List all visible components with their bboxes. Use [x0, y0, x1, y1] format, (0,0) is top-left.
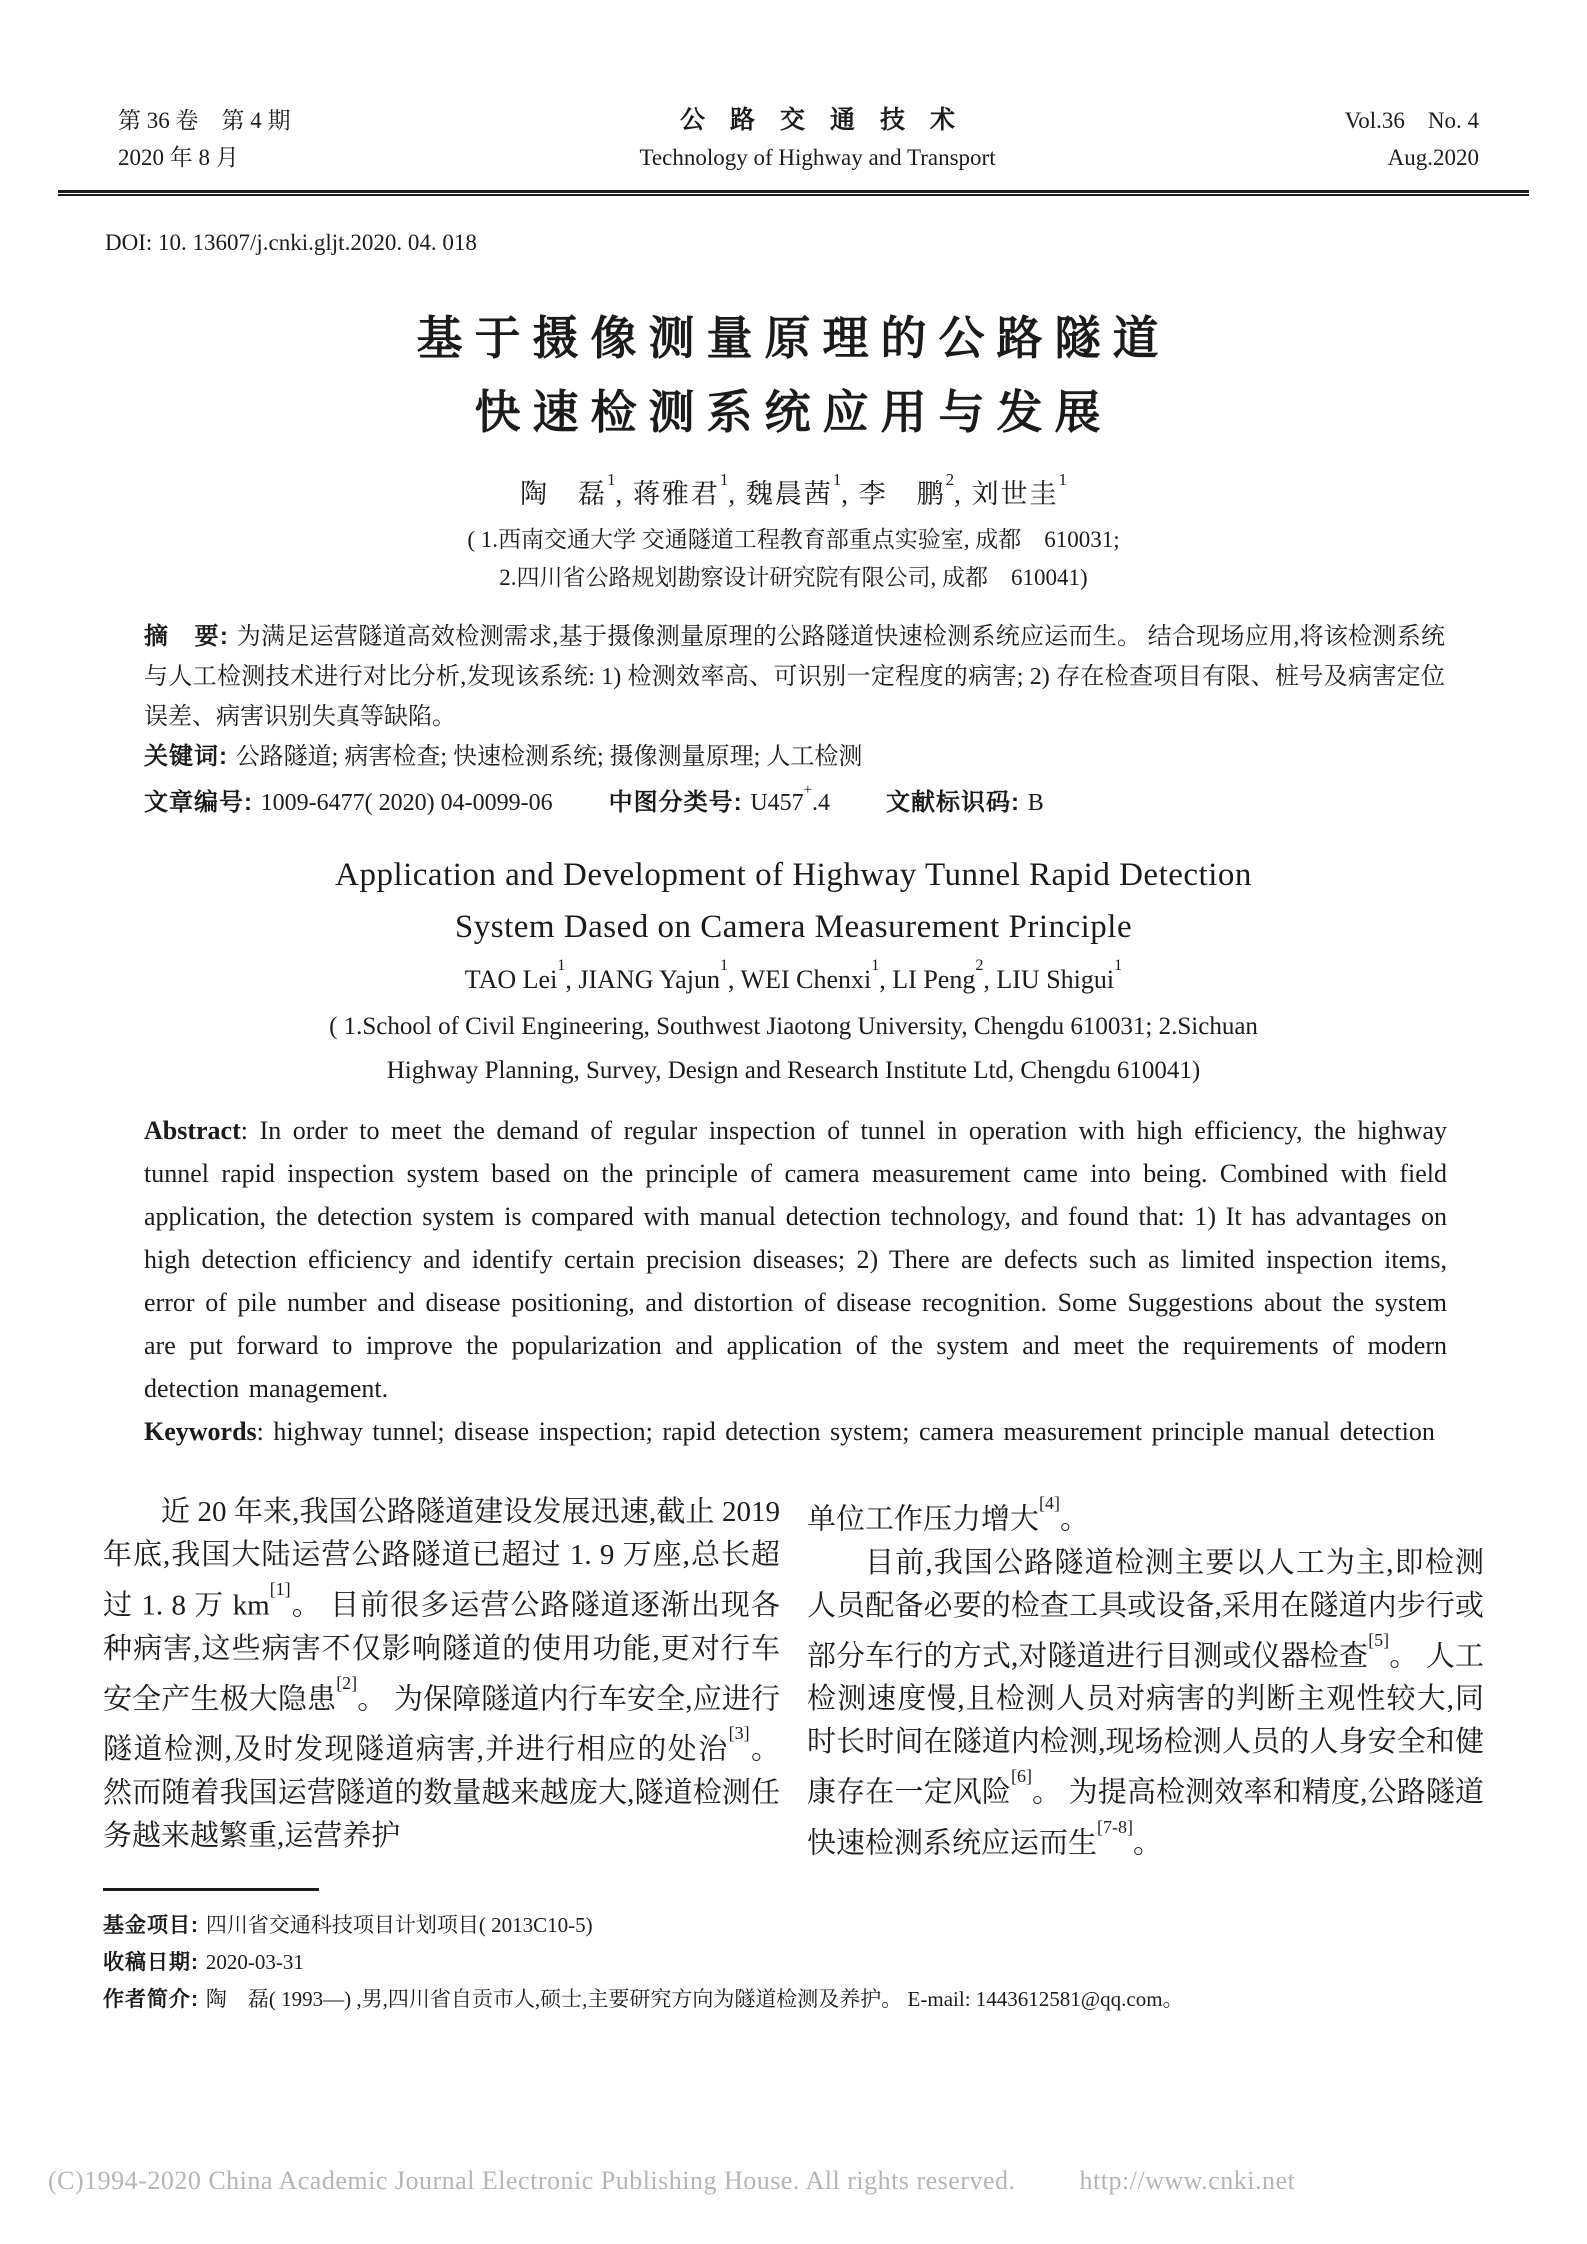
article-id-label: 文章编号:	[144, 789, 261, 816]
journal-name-en: Technology of Highway and Transport	[639, 145, 996, 170]
author-cn: 刘世圭$^1$	[971, 469, 1067, 509]
article-id-value: 1009-6477( 2020) 04-0099-06	[260, 790, 553, 816]
received-label: 收稿日期:	[103, 1951, 206, 1974]
bio-label: 作者简介:	[103, 1988, 206, 2011]
fund-text: 四川省交通科技项目计划项目( 2013C10-5)	[205, 1913, 593, 1937]
masthead-left	[118, 102, 291, 176]
authors-cn	[0, 469, 1587, 511]
citation-ref: [6]	[1011, 1766, 1032, 1787]
body-column-right	[807, 1491, 1484, 1866]
affiliation-en	[0, 1005, 1587, 1093]
abstract-label-en: Abstract	[144, 1116, 241, 1145]
body-column-left	[103, 1491, 780, 1866]
doi-line: DOI: 10. 13607/j.cnki.gljt.2020. 04. 018	[105, 230, 477, 255]
body-paragraph: 近 20 年来,我国公路隧道建设发展迅速,截止 2019 年底,我国大陆运营公路隧道已超过 1. 9 万座,总长超过 1. 8 万 km[1]。 目前很多运营公路隧道逐渐出现各种病害,这些病害不仅影响隧道的使用功能,更对行车安全产生极大隐患[2]。 为保障隧道内行车安全,应进行隧道检测,及时发现隧道病害,并进行相应的处治[3]。 然而随着我国运营隧道的数量越来越庞大,隧道检测任务越来越繁重,运营养护	[103, 1496, 780, 1852]
body-paragraph: 单位工作压力增大[4]。	[807, 1493, 1089, 1536]
affiliation-en-line2: Highway Planning, Survey, Design and Research Institute Ltd, Chengdu 610041)	[386, 1057, 1201, 1084]
keywords-text-cn: 公路隧道; 病害检查; 快速检测系统; 摄像测量原理; 人工检测	[235, 744, 863, 770]
title-cn-line2: 快速检测系统应用与发展	[474, 387, 1113, 438]
title-cn-line1: 基于摄像测量原理的公路隧道	[416, 313, 1171, 364]
abstract-en	[144, 1109, 1447, 1410]
author-affil-sup: 2	[945, 469, 955, 489]
abstract-label-cn: 摘 要:	[144, 623, 237, 650]
affiliation-cn	[0, 521, 1587, 597]
citation-ref: [1]	[269, 1579, 291, 1600]
abstract-section-cn	[144, 617, 1445, 823]
clc-value: U457	[750, 790, 804, 816]
author-affil-sup: 1	[719, 957, 728, 975]
footnote-divider	[103, 1888, 319, 1891]
body-columns	[103, 1491, 1484, 1866]
author-cn: 李 鹏$^2$,	[858, 469, 972, 509]
footnote-block	[103, 1888, 1433, 2018]
keywords-label-en: Keywords	[144, 1417, 257, 1446]
author-affil-sup: 1	[1114, 957, 1123, 975]
clc-sup: +	[803, 781, 813, 798]
affiliation-cn-line1: ( 1.西南交通大学 交通隧道工程教育部重点实验室, 成都 610031;	[467, 527, 1120, 552]
author-bio-line	[103, 1981, 1433, 2018]
publish-date-en: Aug.2020	[1387, 145, 1479, 170]
journal-masthead	[118, 102, 1479, 176]
article-meta	[144, 777, 1445, 823]
doc-code-label: 文献标识码:	[886, 789, 1028, 816]
clc-label: 中图分类号:	[608, 789, 751, 816]
doc-code-value: B	[1027, 790, 1044, 816]
abstract-text-en: : In order to meet the demand of regular inspection of tunnel in operation with high efficiency, the highway tunnel rapid inspection system based on the principle of camera measurement came into being. Combined with field application, the detection system is compared with manual detection technology, and found that: 1) It has advantages on high detection efficiency and identify certain precision diseases; 2) There are defects such as limited inspection items, error of pile number and disease positioning, and distortion of disease recognition. Some Suggestions about the system are put forward to improve the popularization and application of the system and meet the requirements of modern detection management.	[144, 1116, 1447, 1403]
author-affil-sup: 1	[607, 469, 616, 489]
publish-date-cn: 2020 年 8 月	[118, 145, 239, 170]
title-en-line2: System Dased on Camera Measurement Principle	[454, 909, 1133, 945]
author-cn: 陶 磊$^1$,	[520, 469, 633, 509]
author-affil-sup: 1	[832, 469, 842, 489]
article-title-cn	[0, 302, 1587, 450]
affiliation-en-line1: ( 1.School of Civil Engineering, Southwest Jiaotong University, Chengdu 610031; 2.Sichuan	[329, 1013, 1258, 1040]
author-en: JIANG Yajun$^1$,	[578, 957, 741, 994]
citation-ref: [3]	[728, 1723, 750, 1744]
citation-ref: [5]	[1368, 1629, 1390, 1650]
author-en: LI Peng$^2$,	[892, 957, 997, 994]
keywords-cn	[144, 737, 1445, 777]
author-en: LIU Shigui$^1$	[996, 957, 1123, 994]
citation-ref: [2]	[336, 1672, 358, 1693]
author-affil-sup: 1	[719, 469, 729, 489]
masthead-right	[1345, 102, 1479, 176]
received-date-line	[103, 1944, 1433, 1981]
fund-project-line	[103, 1907, 1433, 1944]
fund-label: 基金项目:	[103, 1914, 206, 1937]
author-affil-sup: 1	[1058, 469, 1067, 489]
body-paragraph: 目前,我国公路隧道检测主要以人工为主,即检测人员配备必要的检查工具或设备,采用在隧道内步行或部分车行的方式,对隧道进行目测或仪器检查[5]。 人工检测速度慢,且检测人员对病害的判断主观性较大,同时长时间在隧道内检测,现场检测人员的人身安全和健康存在一定风险[6]。 为提高检测效率和精度,公路隧道快速检测系统应运而生[7-8]。	[807, 1546, 1484, 1860]
author-affil-sup: 1	[557, 957, 566, 975]
citation-ref: [4]	[1039, 1493, 1060, 1514]
volume-issue-cn: 第 36 卷 第 4 期	[118, 108, 291, 133]
author-en: WEI Chenxi$^1$,	[740, 957, 893, 994]
authors-en	[0, 957, 1587, 995]
abstract-cn	[144, 617, 1445, 737]
keywords-text-en: : highway tunnel; disease inspection; rapid detection system; camera measurement principle manual detection	[256, 1417, 1435, 1446]
affiliation-cn-line2: 2.四川省公路规划勘察设计研究院有限公司, 成都 610041)	[499, 565, 1088, 590]
article-title-en	[0, 849, 1587, 953]
volume-issue-en: Vol.36 No. 4	[1344, 108, 1479, 133]
keywords-en	[144, 1410, 1447, 1453]
bio-text: 陶 磊( 1993—) ,男,四川省自贡市人,硕士,主要研究方向为隧道检测及养护。 E-mail: 1443612581@qq.com。	[205, 1987, 1184, 2011]
cnki-url: http://www.cnki.net	[1079, 2166, 1296, 2195]
author-cn: 魏晨茜$^1$,	[745, 469, 859, 509]
clc-tail: .4	[812, 790, 831, 816]
masthead-center	[639, 102, 995, 176]
masthead-divider	[58, 190, 1529, 196]
author-affil-sup: 2	[975, 957, 984, 975]
author-cn: 蒋雅君$^1$,	[632, 469, 746, 509]
title-en-line1: Application and Development of Highway Tunnel Rapid Detection	[335, 857, 1252, 893]
citation-ref: [7-8]	[1097, 1816, 1133, 1837]
keywords-label-cn: 关键词:	[144, 743, 236, 770]
journal-name-cn: 公 路 交 通 技 术	[680, 107, 956, 134]
cnki-footer	[48, 2166, 1538, 2196]
received-text: 2020-03-31	[205, 1950, 304, 1974]
copyright-text: (C)1994-2020 China Academic Journal Electronic Publishing House. All rights reserved.	[48, 2166, 1016, 2195]
abstract-section-en	[144, 1109, 1447, 1453]
author-affil-sup: 1	[871, 957, 880, 975]
author-en: TAO Lei$^1$,	[464, 957, 579, 994]
abstract-text-cn: 为满足运营隧道高效检测需求,基于摄像测量原理的公路隧道快速检测系统应运而生。 结合现场应用,将该检测系统与人工检测技术进行对比分析,发现该系统: 1) 检测效率高、可识别一定程度的病害; 2) 存在检查项目有限、桩号及病害定位误差、病害识别失真等缺陷。	[144, 624, 1445, 730]
